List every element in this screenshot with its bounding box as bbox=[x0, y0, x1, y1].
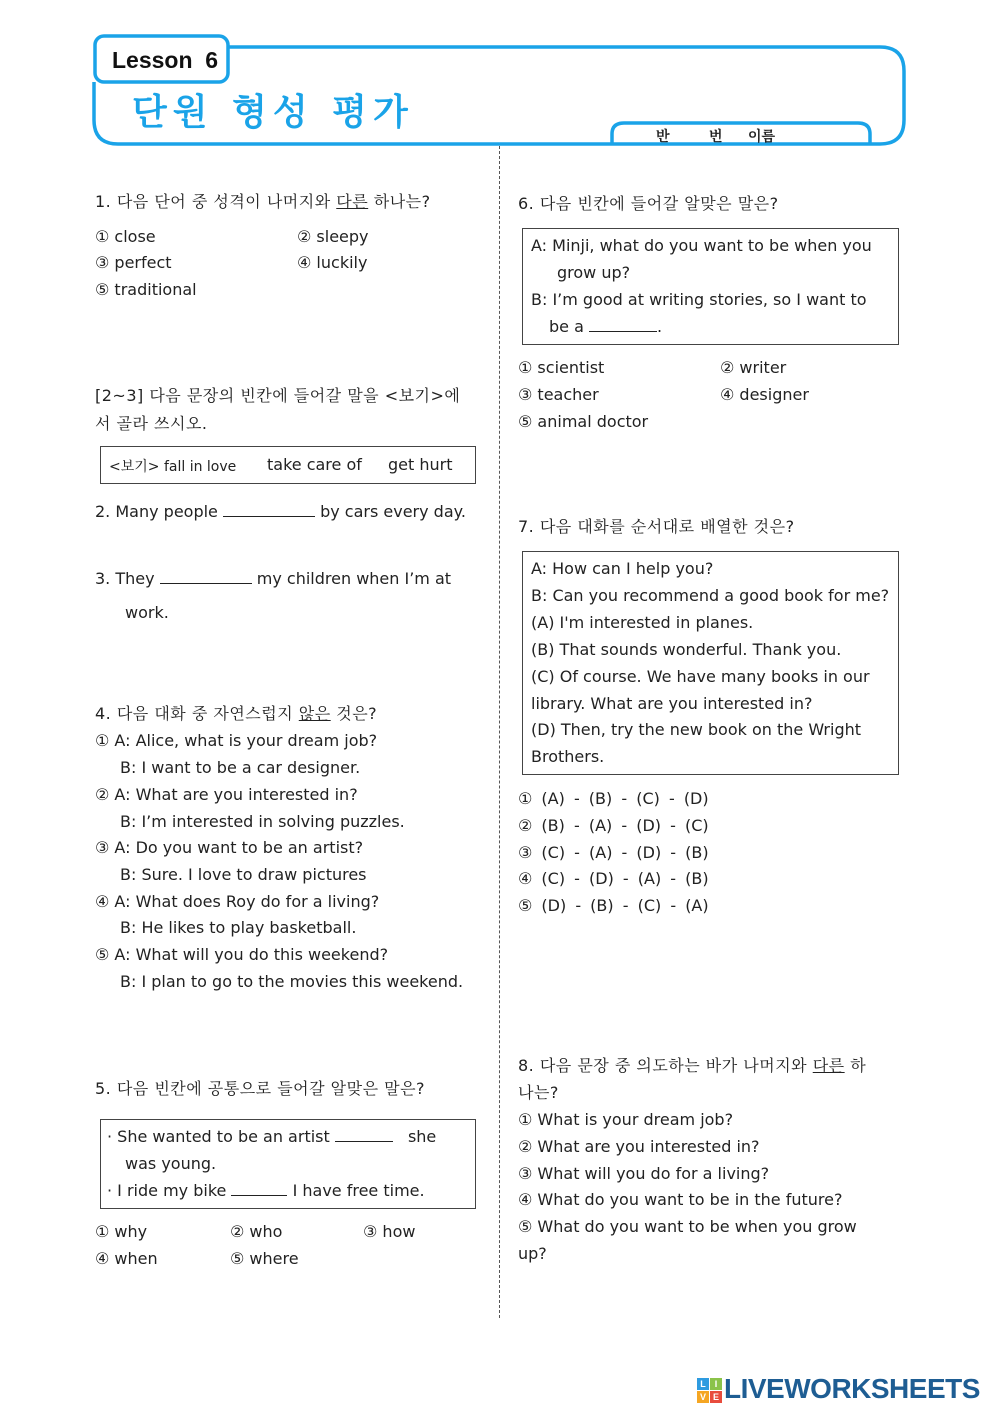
q2-blank[interactable] bbox=[223, 502, 315, 517]
question-8-stem-cont: 나는? bbox=[518, 1083, 559, 1102]
q8-option-4[interactable]: ④ What do you want to be in the future? bbox=[518, 1190, 843, 1209]
q5-sentence-1-cont: was young. bbox=[125, 1154, 217, 1173]
page-title: 단원 형성 평가 bbox=[132, 92, 414, 133]
q6-line-b: B: I’m good at writing stories, so I want to bbox=[531, 290, 867, 309]
q1-option-5[interactable]: ⑤ traditional bbox=[95, 280, 197, 299]
q6-line-b-cont bbox=[549, 315, 662, 339]
q5-option-1[interactable]: ① why bbox=[95, 1222, 148, 1241]
word-bank-item: get hurt bbox=[388, 455, 453, 474]
q4-option-2[interactable]: ② A: What are you interested in? bbox=[95, 785, 358, 804]
q7-dialogue-line: (B) That sounds wonderful. Thank you. bbox=[531, 640, 842, 659]
q1-option-4[interactable]: ④ luckily bbox=[297, 253, 368, 272]
q5-sentence-2 bbox=[107, 1179, 425, 1203]
logo-letter-l: L bbox=[697, 1378, 709, 1390]
logo-letter-v: V bbox=[697, 1391, 709, 1403]
q8-option-5-cont: up? bbox=[518, 1244, 547, 1263]
stem-text: 8. 다음 문장 중 의도하는 바가 나머지와 bbox=[518, 1056, 813, 1075]
q3-text: my children when I’m at bbox=[256, 569, 452, 588]
q7-option-2[interactable]: ② (B) - (A) - (D) - (C) bbox=[518, 816, 709, 835]
q4-option-5[interactable]: ⑤ A: What will you do this weekend? bbox=[95, 945, 389, 964]
stem-underlined: 다른 bbox=[336, 192, 369, 211]
logo-letter-e: E bbox=[710, 1391, 722, 1403]
q8-option-3[interactable]: ③ What will you do for a living? bbox=[518, 1164, 770, 1183]
q4-option-2-reply: B: I’m interested in solving puzzles. bbox=[120, 812, 405, 831]
sentence-text: she bbox=[407, 1127, 437, 1146]
q6-option-1[interactable]: ① scientist bbox=[518, 358, 605, 377]
q3-text: work. bbox=[125, 603, 169, 622]
q4-option-4-reply: B: He likes to play basketball. bbox=[120, 918, 357, 937]
q5-sentence-1 bbox=[107, 1125, 436, 1149]
instruction-line-1: [2~3] 다음 문장의 빈칸에 들어갈 말을 <보기>에 bbox=[95, 386, 461, 405]
q4-option-3[interactable]: ③ A: Do you want to be an artist? bbox=[95, 838, 364, 857]
q5-option-3[interactable]: ③ how bbox=[363, 1222, 416, 1241]
column-divider bbox=[499, 146, 500, 1318]
q7-dialogue-line: (D) Then, try the new book on the Wright bbox=[531, 720, 862, 739]
word-bank-item: take care of bbox=[267, 455, 362, 474]
q6-option-5[interactable]: ⑤ animal doctor bbox=[518, 412, 649, 431]
q2-text: by cars every day. bbox=[320, 502, 466, 521]
question-3 bbox=[95, 567, 451, 591]
q7-option-4[interactable]: ④ (C) - (D) - (A) - (B) bbox=[518, 869, 709, 888]
q3-text: 3. They bbox=[95, 569, 155, 588]
instruction-line-2: 서 골라 쓰시오. bbox=[95, 414, 208, 433]
q7-dialogue-line: Brothers. bbox=[531, 747, 605, 766]
q6-option-4[interactable]: ④ designer bbox=[720, 385, 809, 404]
question-8-stem bbox=[518, 1054, 866, 1078]
number-label: 번 bbox=[709, 129, 723, 145]
name-label: 이름 bbox=[748, 129, 776, 145]
q4-option-1-reply: B: I want to be a car designer. bbox=[120, 758, 361, 777]
q6-blank[interactable] bbox=[589, 317, 657, 332]
q8-option-2[interactable]: ② What are you interested in? bbox=[518, 1137, 760, 1156]
q1-option-2[interactable]: ② sleepy bbox=[297, 227, 369, 246]
q6-line-a: A: Minji, what do you want to be when you bbox=[531, 236, 872, 255]
question-4-stem bbox=[95, 702, 377, 726]
lesson-tab-label: Lesson 6 bbox=[112, 47, 219, 73]
header-frame bbox=[0, 0, 1000, 160]
q7-dialogue-line: library. What are you interested in? bbox=[531, 694, 813, 713]
q7-dialogue-line: B: Can you recommend a good book for me? bbox=[531, 586, 890, 605]
question-5-stem: 5. 다음 빈칸에 공통으로 들어갈 알맞은 말은? bbox=[95, 1079, 426, 1098]
logo-icon bbox=[697, 1378, 723, 1404]
q5-blank-2[interactable] bbox=[231, 1181, 287, 1196]
q6-option-3[interactable]: ③ teacher bbox=[518, 385, 599, 404]
q7-dialogue-box bbox=[522, 551, 899, 775]
stem-text: 1. 다음 단어 중 성격이 나머지와 bbox=[95, 192, 337, 211]
q3-blank[interactable] bbox=[160, 569, 252, 584]
q4-option-1[interactable]: ① A: Alice, what is your dream job? bbox=[95, 731, 378, 750]
stem-text: 것은? bbox=[330, 704, 378, 723]
q7-dialogue-line: (C) Of course. We have many books in our bbox=[531, 667, 870, 686]
q8-option-1[interactable]: ① What is your dream job? bbox=[518, 1110, 734, 1129]
sentence-text: · She wanted to be an artist bbox=[107, 1127, 330, 1146]
dialogue-text: be a bbox=[549, 317, 584, 336]
q7-option-5[interactable]: ⑤ (D) - (B) - (C) - (A) bbox=[518, 896, 709, 915]
q6-dialogue-box bbox=[522, 228, 899, 345]
sentence-text: I have free time. bbox=[292, 1181, 425, 1200]
question-7-stem: 7. 다음 대화를 순서대로 배열한 것은? bbox=[518, 517, 795, 536]
sentence-text: · I ride my bike bbox=[107, 1181, 227, 1200]
q4-option-5-reply: B: I plan to go to the movies this weekend. bbox=[120, 972, 464, 991]
stem-text: 4. 다음 대화 중 자연스럽지 bbox=[95, 704, 299, 723]
q5-sentence-box bbox=[100, 1119, 476, 1209]
logo-letter-i: I bbox=[710, 1378, 722, 1390]
q2-text: 2. Many people bbox=[95, 502, 218, 521]
stem-underlined: 다른 bbox=[812, 1056, 845, 1075]
question-6-stem: 6. 다음 빈칸에 들어갈 알맞은 말은? bbox=[518, 194, 779, 213]
q7-dialogue-line: A: How can I help you? bbox=[531, 559, 714, 578]
q5-option-5[interactable]: ⑤ where bbox=[230, 1249, 299, 1268]
question-2 bbox=[95, 500, 466, 524]
stem-text: 하 bbox=[844, 1056, 867, 1075]
logo-text: LIVEWORKSHEETS bbox=[724, 1373, 980, 1404]
class-label: 반 bbox=[656, 129, 670, 145]
q4-option-3-reply: B: Sure. I love to draw pictures bbox=[120, 865, 367, 884]
question-1-stem bbox=[95, 190, 431, 214]
q1-option-1[interactable]: ① close bbox=[95, 227, 156, 246]
q5-option-4[interactable]: ④ when bbox=[95, 1249, 158, 1268]
q8-option-5[interactable]: ⑤ What do you want to be when you grow bbox=[518, 1217, 857, 1236]
q6-line-a-cont: grow up? bbox=[557, 263, 631, 282]
stem-underlined: 않은 bbox=[298, 704, 331, 723]
q7-dialogue-line: (A) I'm interested in planes. bbox=[531, 613, 754, 632]
word-bank-label: <보기> fall in love bbox=[109, 459, 237, 475]
word-bank-box bbox=[100, 446, 476, 484]
q6-option-2[interactable]: ② writer bbox=[720, 358, 787, 377]
stem-text: 하나는? bbox=[368, 192, 431, 211]
q1-option-3[interactable]: ③ perfect bbox=[95, 253, 172, 272]
q7-option-3[interactable]: ③ (C) - (A) - (D) - (B) bbox=[518, 843, 709, 862]
q7-option-1[interactable]: ① (A) - (B) - (C) - (D) bbox=[518, 789, 709, 808]
q5-blank-1[interactable] bbox=[335, 1127, 393, 1142]
q4-option-4[interactable]: ④ A: What does Roy do for a living? bbox=[95, 892, 380, 911]
dialogue-text: . bbox=[656, 317, 663, 336]
q5-option-2[interactable]: ② who bbox=[230, 1222, 283, 1241]
